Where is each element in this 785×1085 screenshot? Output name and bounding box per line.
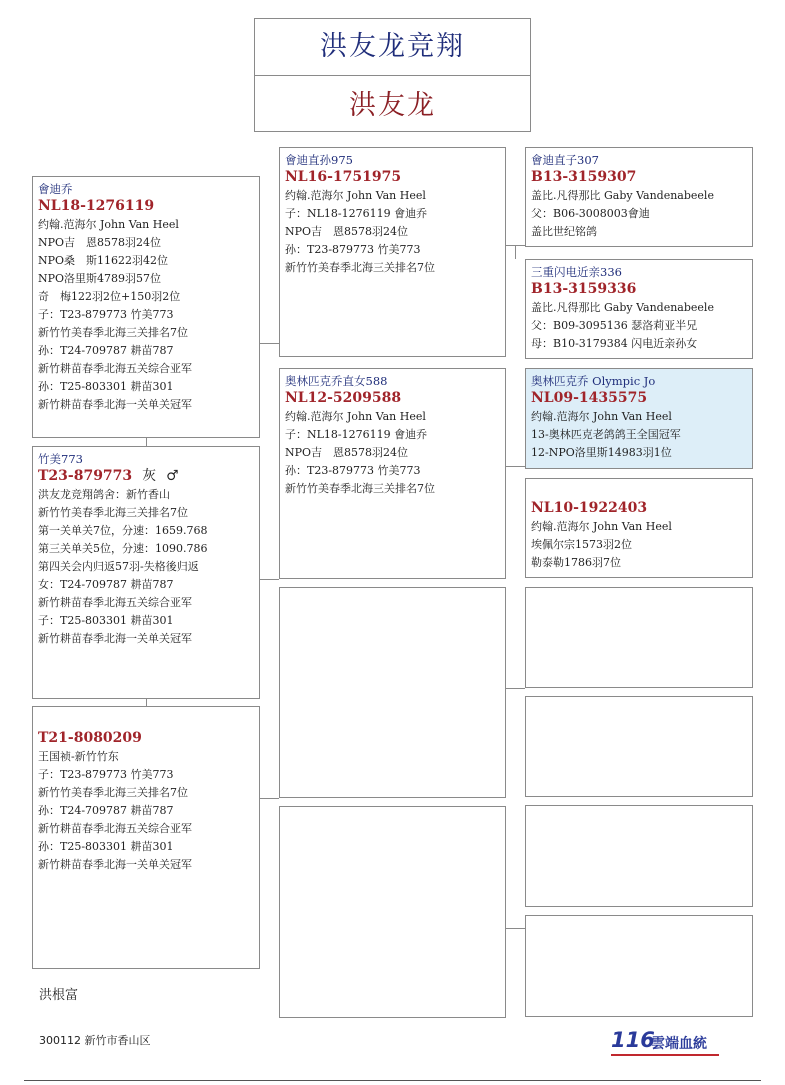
pedigree-line: 父：B09-3095136 瑟洛莉亚半兄: [531, 319, 698, 332]
pedigree-line: 孙：T25-803301 耕苗301: [38, 840, 174, 853]
pedigree-line: 洪友龙竞翔鸽舍：新竹香山: [38, 488, 170, 501]
empty-card: [525, 587, 753, 688]
loft-title: 洪友龙竞翔: [255, 19, 530, 76]
empty-card: [279, 587, 506, 798]
empty-card: [525, 805, 753, 907]
connector: [515, 245, 516, 259]
sire-name: 會迪乔: [38, 182, 73, 196]
pedigree-line: 盖比.凡得那比 Gaby Vandenabeele: [531, 301, 714, 314]
empty-card: [525, 915, 753, 1017]
dam-card: [32, 706, 260, 969]
pedigree-line: 新竹耕苗春季北海五关综合亚军: [38, 362, 192, 375]
pedigree-line: NPO洛里斯4789羽57位: [38, 272, 162, 285]
sss-name: 會迪直子307: [531, 153, 599, 167]
sds-ring: NL09-1435575: [531, 390, 648, 406]
footer-divider: [24, 1080, 761, 1081]
connector: [505, 466, 525, 467]
pedigree-line: 第一关单关7位，分速：1659.768: [38, 524, 208, 537]
ssd-name: 三重闪电近亲336: [531, 265, 622, 279]
sss-ring: B13-3159307: [531, 169, 637, 185]
pedigree-line: 新竹耕苗春季北海五关综合亚军: [38, 822, 192, 835]
empty-card: [525, 696, 753, 797]
ssd-ring: B13-3159336: [531, 281, 637, 297]
pedigree-line: 女：T24-709787 耕苗787: [38, 578, 174, 591]
pedigree-line: 约翰.范海尔 John Van Heel: [285, 189, 426, 202]
sire-dam-card: [279, 368, 506, 579]
connector: [146, 698, 147, 706]
main-name: 竹美773: [38, 452, 83, 466]
pedigree-line: 孙：T23-879773 竹美773: [285, 243, 421, 256]
pedigree-line: 新竹耕苗春季北海一关单关冠军: [38, 632, 192, 645]
pedigree-line: 子：T25-803301 耕苗301: [38, 614, 174, 627]
pedigree-line: 孙：T23-879773 竹美773: [285, 464, 421, 477]
pedigree-line: 12-NPO洛里斯14983羽1位: [531, 446, 672, 459]
pedigree-line: 新竹耕苗春季北海一关单关冠军: [38, 398, 192, 411]
sire-ring: NL18-1276119: [38, 198, 155, 214]
logo-number: 116: [611, 1028, 655, 1052]
ss-dam-card: [525, 259, 753, 359]
pedigree-line: 新竹竹美春季北海三关排名7位: [285, 482, 435, 495]
sd-dam-card: [525, 478, 753, 578]
pedigree-line: NPO吉 恩8578羽24位: [285, 446, 409, 459]
breeder-address: 300112 新竹市香山区: [39, 1034, 151, 1047]
pedigree-line: 孙：T24-709787 耕苗787: [38, 804, 174, 817]
pedigree-line: 第三关单关5位，分速：1090.786: [38, 542, 208, 555]
pedigree-line: 约翰.范海尔 John Van Heel: [285, 410, 426, 423]
pedigree-line: 新竹竹美春季北海三关排名7位: [38, 506, 188, 519]
pedigree-line: 子：T23-879773 竹美773: [38, 308, 174, 321]
pedigree-line: 孙：T25-803301 耕苗301: [38, 380, 174, 393]
logo-underline: [611, 1054, 719, 1056]
pedigree-line: 盖比.凡得那比 Gaby Vandenabeele: [531, 189, 714, 202]
ss-name: 會迪直孙975: [285, 153, 353, 167]
connector: [259, 579, 279, 580]
ss-ring: NL16-1751975: [285, 169, 402, 185]
breeder-name: 洪根富: [39, 988, 79, 1003]
connector: [505, 688, 525, 689]
pedigree-line: 第四关会内归返57羽-失格後归返: [38, 560, 199, 573]
main-bird-card: [32, 446, 260, 699]
pedigree-line: 子：NL18-1276119 會迪乔: [285, 428, 428, 441]
pedigree-line: 约翰.范海尔 John Van Heel: [38, 218, 179, 231]
owner-title: 洪友龙: [349, 90, 436, 121]
sds-name: 奥林匹克乔 Olympic Jo: [531, 374, 656, 388]
sdd-ring: NL10-1922403: [531, 500, 648, 516]
empty-card: [279, 806, 506, 1018]
connector: [505, 928, 525, 929]
sd-ring: NL12-5209588: [285, 390, 402, 406]
pedigree-line: 埃佩尔宗1573羽2位: [531, 538, 632, 551]
dam-ring: T21-8080209: [38, 730, 142, 746]
title-box: [254, 18, 531, 132]
logo-text: 雲端血統: [651, 1036, 707, 1052]
sire-sire-card: [279, 147, 506, 357]
main-sex-icon: ♂: [166, 468, 179, 484]
pedigree-line: 约翰.范海尔 John Van Heel: [531, 520, 672, 533]
main-color: 灰: [142, 468, 157, 484]
sire-card: [32, 176, 260, 438]
pedigree-line: 父：B06-3008003會迪: [531, 207, 650, 220]
pedigree-line: 新竹竹美春季北海三关排名7位: [285, 261, 435, 274]
pedigree-line: 子：NL18-1276119 會迪乔: [285, 207, 428, 220]
pedigree-line: 勒泰勒1786羽7位: [531, 556, 621, 569]
sd-sire-card: [525, 368, 753, 469]
ss-sire-card: [525, 147, 753, 247]
pedigree-line: 子：T23-879773 竹美773: [38, 768, 174, 781]
pedigree-line: NPO吉 恩8578羽24位: [285, 225, 409, 238]
main-ring: T23-879773: [38, 468, 133, 484]
pedigree-line: 约翰.范海尔 John Van Heel: [531, 410, 672, 423]
pedigree-line: NPO吉 恩8578羽24位: [38, 236, 162, 249]
pedigree-line: 新竹竹美春季北海三关排名7位: [38, 326, 188, 339]
sd-name: 奥林匹克乔直女588: [285, 374, 388, 388]
pedigree-line: 新竹耕苗春季北海五关综合亚军: [38, 596, 192, 609]
pedigree-line: 王国祯-新竹竹东: [38, 750, 119, 763]
pedigree-line: 孙：T24-709787 耕苗787: [38, 344, 174, 357]
connector: [259, 343, 279, 344]
pedigree-line: 盖比世纪铭鸽: [531, 225, 597, 238]
pedigree-line: 新竹耕苗春季北海一关单关冠军: [38, 858, 192, 871]
pedigree-line: 新竹竹美春季北海三关排名7位: [38, 786, 188, 799]
pedigree-line: NPO桑 斯11622羽42位: [38, 254, 169, 267]
pedigree-line: 13-奥林匹克老鸽鸽王全国冠军: [531, 428, 681, 441]
pedigree-line: 奇 梅122羽2位+150羽2位: [38, 290, 181, 303]
pedigree-line: 母：B10-3179384 闪电近亲孙女: [531, 337, 698, 350]
connector: [146, 437, 147, 446]
brand-logo: [611, 1028, 731, 1058]
connector: [259, 798, 279, 799]
